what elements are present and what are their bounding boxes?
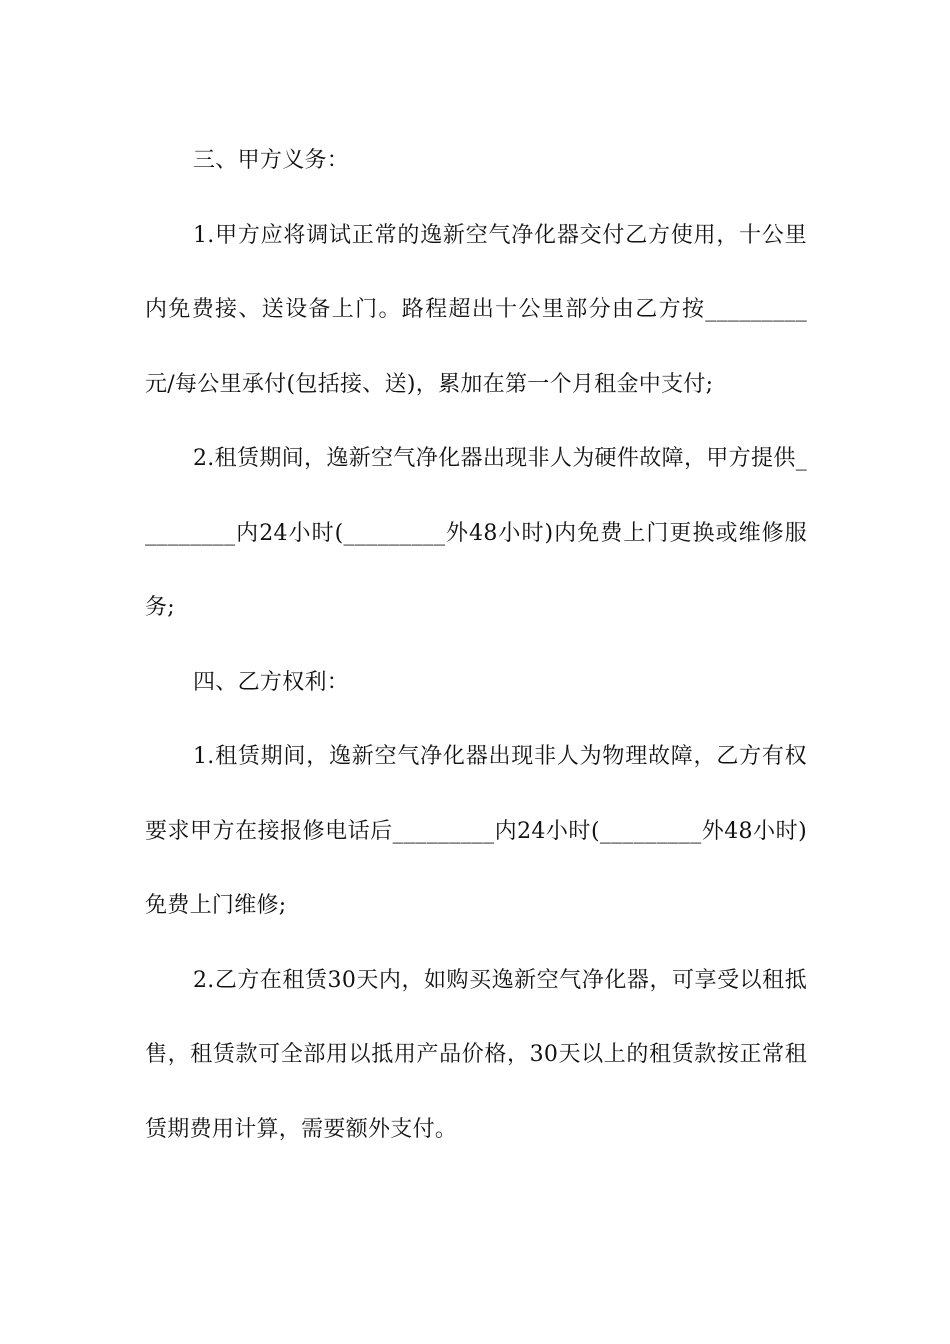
paragraph-party-b-right-1: 1.租赁期间，逸新空气净化器出现非人为物理故障，乙方有权要求甲方在接报修电话后_________内24小时(_________外48小时)免费上门维修;	[145, 744, 807, 918]
section-heading-party-b-rights: 四、乙方权利：	[193, 669, 350, 695]
document-body	[145, 124, 807, 1167]
paragraph-party-b-right-2: 2.乙方在租赁30天内，如购买逸新空气净化器，可享受以租抵售，租赁款可全部用以抵用产品价格，30天以上的租赁款按正常租赁期费用计算，需要额外支付。	[145, 967, 807, 1142]
paragraph-party-a-obligation-2: 2.租赁期间，逸新空气净化器出现非人为硬件故障，甲方提供_________内24小时(_________外48小时)内免费上门更换或维修服务;	[145, 446, 807, 620]
paragraph-party-a-obligation-1: 1.甲方应将调试正常的逸新空气净化器交付乙方使用，十公里内免费接、送设备上门。路程超出十公里部分由乙方按_________元/每公里承付(包括接、送)，累加在第一个月租金中支付;	[145, 222, 807, 397]
section-heading-party-a-obligations: 三、甲方义务：	[193, 148, 350, 173]
